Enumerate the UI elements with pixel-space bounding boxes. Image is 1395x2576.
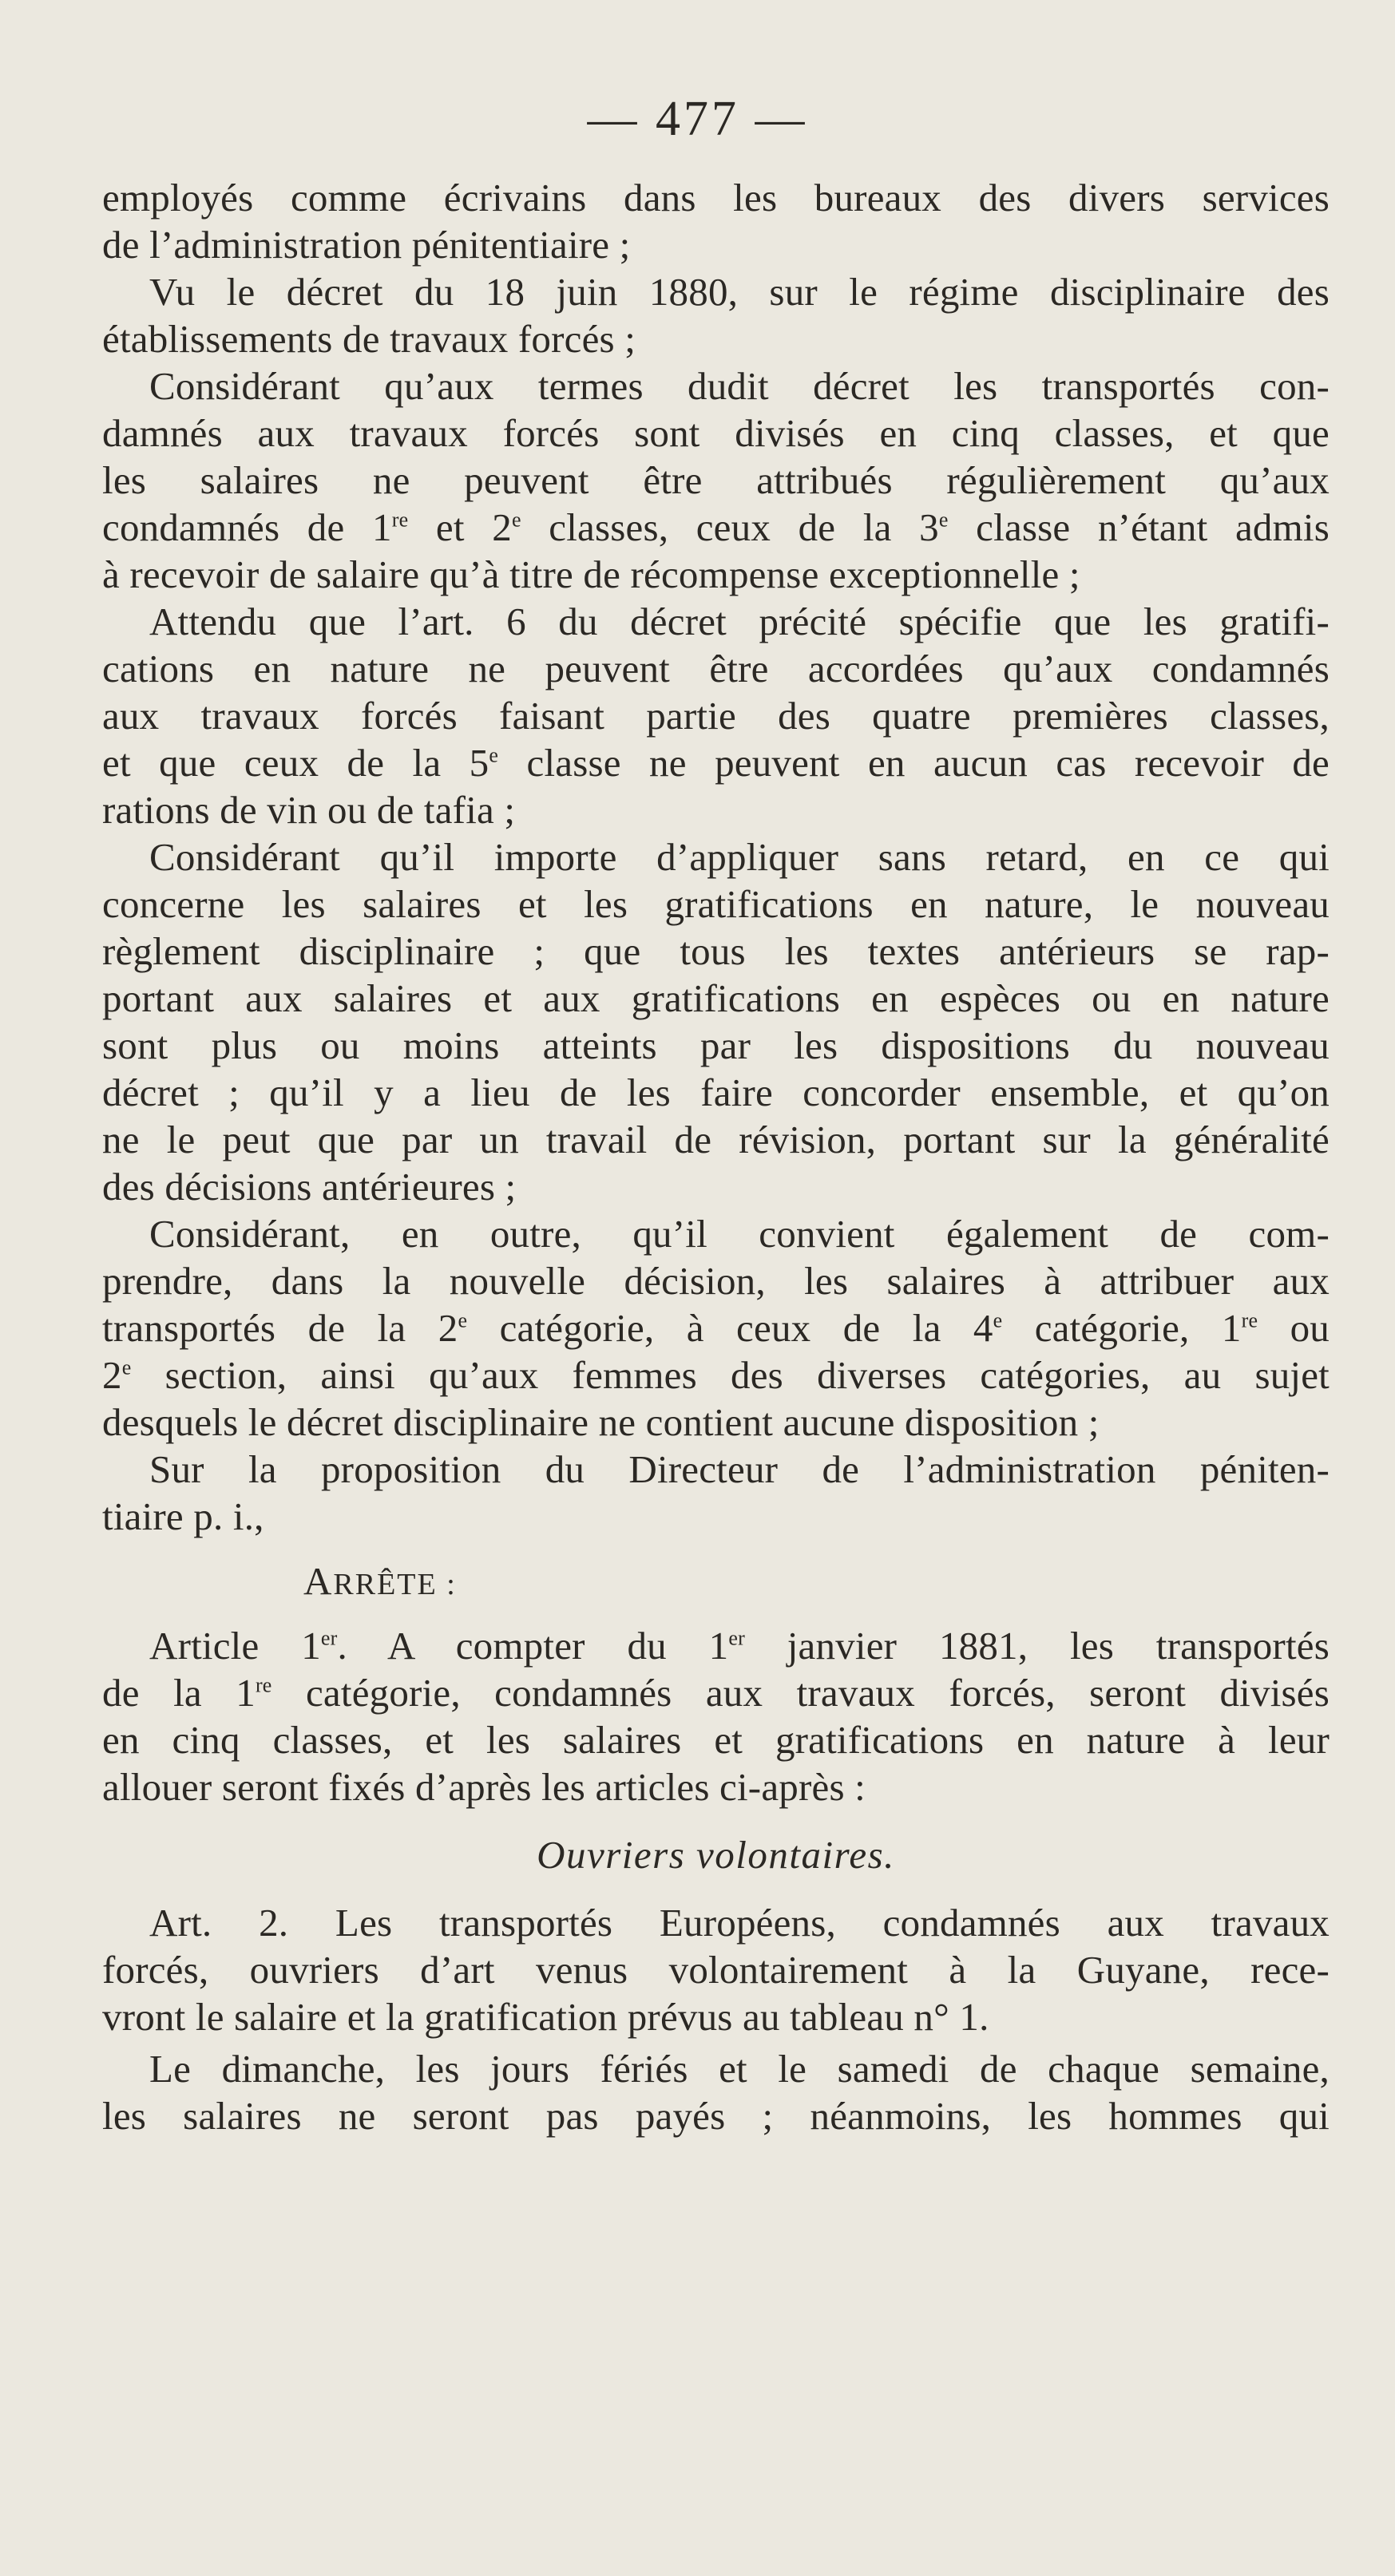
text-line bbox=[102, 268, 1330, 315]
superscript: re bbox=[391, 508, 409, 532]
text-segment: Considérant qu’aux termes dudit décret les transportés con- bbox=[149, 364, 1330, 408]
page-number: — 477 — bbox=[587, 92, 808, 146]
text-line bbox=[102, 1304, 1330, 1351]
text-line bbox=[102, 221, 1330, 268]
text-segment: . A compter du 1 bbox=[337, 1624, 729, 1668]
text-segment: Considérant qu’il importe d’appliquer sans retard, en ce qui bbox=[149, 835, 1330, 879]
text-line bbox=[102, 174, 1330, 221]
text-segment: transportés de la 2 bbox=[102, 1306, 458, 1350]
text-segment: condamnés de 1 bbox=[102, 505, 392, 549]
text-segment: ou bbox=[1258, 1306, 1330, 1350]
text-line bbox=[102, 1493, 1330, 1540]
text-line bbox=[102, 928, 1330, 975]
text-line bbox=[102, 1446, 1330, 1493]
text-segment: classe n’étant admis bbox=[948, 505, 1330, 549]
superscript: re bbox=[1241, 1308, 1258, 1332]
text-segment: règlement disciplinaire ; que tous les textes antérieurs se rap- bbox=[102, 929, 1330, 973]
text-line bbox=[102, 1351, 1330, 1399]
text-segment: et 2 bbox=[408, 505, 512, 549]
text-line bbox=[102, 645, 1330, 692]
text-segment: Article 1 bbox=[149, 1624, 321, 1668]
text-line bbox=[102, 504, 1330, 551]
text-line bbox=[102, 1669, 1330, 1716]
text-segment: portant aux salaires et aux gratifications en espèces ou en nature bbox=[102, 976, 1330, 1020]
text-line bbox=[102, 1210, 1330, 1257]
text-segment: desquels le décret disciplinaire ne contient aucune disposition ; bbox=[102, 1400, 1100, 1444]
body-text bbox=[102, 174, 1330, 2139]
text-segment: rations de vin ou de tafia ; bbox=[102, 788, 516, 832]
text-segment: vront le salaire et la gratification prévus au tableau n° 1. bbox=[102, 1995, 989, 2039]
text-segment: classes, ceux de la 3 bbox=[521, 505, 939, 549]
section-subheading bbox=[102, 1831, 1330, 1878]
text-line bbox=[102, 880, 1330, 928]
text-segment: de l’administration pénitentiaire ; bbox=[102, 223, 631, 267]
text-line bbox=[102, 786, 1330, 833]
text-line bbox=[102, 1899, 1330, 1946]
text-segment: établissements de travaux forcés ; bbox=[102, 317, 636, 361]
text-segment: tiaire p. i., bbox=[102, 1494, 264, 1538]
text-line bbox=[102, 692, 1330, 739]
text-line bbox=[102, 739, 1330, 786]
text-segment: les salaires ne seront pas payés ; néanmoins, les hommes qui bbox=[102, 2094, 1330, 2138]
text-line bbox=[102, 1257, 1330, 1304]
text-segment: Sur la proposition du Directeur de l’administration péniten- bbox=[149, 1447, 1330, 1491]
text-segment: damnés aux travaux forcés sont divisés en cinq classes, et que bbox=[102, 411, 1330, 455]
text-segment: les salaires ne peuvent être attribués régulièrement qu’aux bbox=[102, 458, 1330, 502]
text-segment: classe ne peuvent en aucun cas recevoir de bbox=[498, 741, 1330, 785]
text-segment: de la 1 bbox=[102, 1671, 256, 1715]
text-segment: Attendu que l’art. 6 du décret précité spécifie que les gratifi- bbox=[149, 599, 1330, 643]
text-line bbox=[102, 315, 1330, 362]
text-line bbox=[102, 1116, 1330, 1163]
text-line bbox=[102, 975, 1330, 1022]
text-segment: Considérant, en outre, qu’il convient également de com- bbox=[149, 1212, 1330, 1256]
text-segment: aux travaux forcés faisant partie des quatre premières classes, bbox=[102, 694, 1330, 738]
text-line bbox=[102, 2045, 1330, 2092]
superscript: e bbox=[938, 508, 949, 532]
text-segment: Vu le décret du 18 juin 1880, sur le régime disciplinaire des bbox=[149, 270, 1330, 314]
superscript: e bbox=[458, 1308, 468, 1332]
text-line bbox=[102, 1069, 1330, 1116]
superscript: re bbox=[255, 1673, 272, 1697]
text-segment: employés comme écrivains dans les bureaux des divers services bbox=[102, 176, 1330, 220]
text-line bbox=[102, 598, 1330, 645]
text-line bbox=[102, 1622, 1330, 1669]
text-segment: ARRÊTE : bbox=[303, 1559, 457, 1603]
text-segment: 2 bbox=[102, 1353, 122, 1397]
text-line bbox=[102, 551, 1330, 598]
text-segment: Art. 2. Les transportés Européens, condamnés aux travaux bbox=[149, 1901, 1330, 1945]
text-segment: ne le peut que par un travail de révision, portant sur la généralité bbox=[102, 1118, 1330, 1161]
text-segment: Le dimanche, les jours fériés et le samedi de chaque semaine, bbox=[149, 2047, 1330, 2091]
text-segment: prendre, dans la nouvelle décision, les salaires à attribuer aux bbox=[102, 1259, 1330, 1303]
text-segment: Ouvriers volontaires. bbox=[537, 1833, 895, 1877]
text-line bbox=[102, 833, 1330, 880]
text-segment: catégorie, à ceux de la 4 bbox=[467, 1306, 993, 1350]
text-line bbox=[102, 1763, 1330, 1810]
section-heading bbox=[102, 1557, 1330, 1605]
text-segment: cations en nature ne peuvent être accordées qu’aux condamnés bbox=[102, 647, 1330, 690]
text-segment: catégorie, condamnés aux travaux forcés, seront divisés bbox=[271, 1671, 1330, 1715]
text-line bbox=[102, 410, 1330, 457]
text-line bbox=[102, 362, 1330, 410]
text-segment: des décisions antérieures ; bbox=[102, 1165, 517, 1209]
text-segment: section, ainsi qu’aux femmes des diverses catégories, au sujet bbox=[131, 1353, 1330, 1397]
text-segment: forcés, ouvriers d’art venus volontairement à la Guyane, rece- bbox=[102, 1948, 1330, 1992]
text-segment: à recevoir de salaire qu’à titre de récompense exceptionnelle ; bbox=[102, 552, 1080, 596]
superscript: e bbox=[121, 1355, 132, 1379]
text-segment: décret ; qu’il y a lieu de les faire concorder ensemble, et qu’on bbox=[102, 1070, 1330, 1114]
superscript: e bbox=[511, 508, 521, 532]
text-line bbox=[102, 1716, 1330, 1763]
text-line bbox=[102, 1163, 1330, 1210]
text-line bbox=[102, 1993, 1330, 2040]
superscript: er bbox=[320, 1626, 338, 1650]
superscript: e bbox=[489, 743, 499, 767]
text-segment: allouer seront fixés d’après les articles ci-après : bbox=[102, 1765, 866, 1809]
text-segment: en cinq classes, et les salaires et gratifications en nature à leur bbox=[102, 1718, 1330, 1762]
text-line bbox=[102, 1022, 1330, 1069]
text-line bbox=[102, 2092, 1330, 2139]
superscript: er bbox=[728, 1626, 745, 1650]
text-segment: sont plus ou moins atteints par les dispositions du nouveau bbox=[102, 1023, 1330, 1067]
superscript: e bbox=[993, 1308, 1003, 1332]
text-segment: janvier 1881, les transportés bbox=[744, 1624, 1330, 1668]
text-line bbox=[102, 1399, 1330, 1446]
text-segment: concerne les salaires et les gratifications en nature, le nouveau bbox=[102, 882, 1330, 926]
text-line bbox=[102, 457, 1330, 504]
text-segment: catégorie, 1 bbox=[1002, 1306, 1242, 1350]
text-segment: et que ceux de la 5 bbox=[102, 741, 489, 785]
text-line bbox=[102, 1946, 1330, 1993]
